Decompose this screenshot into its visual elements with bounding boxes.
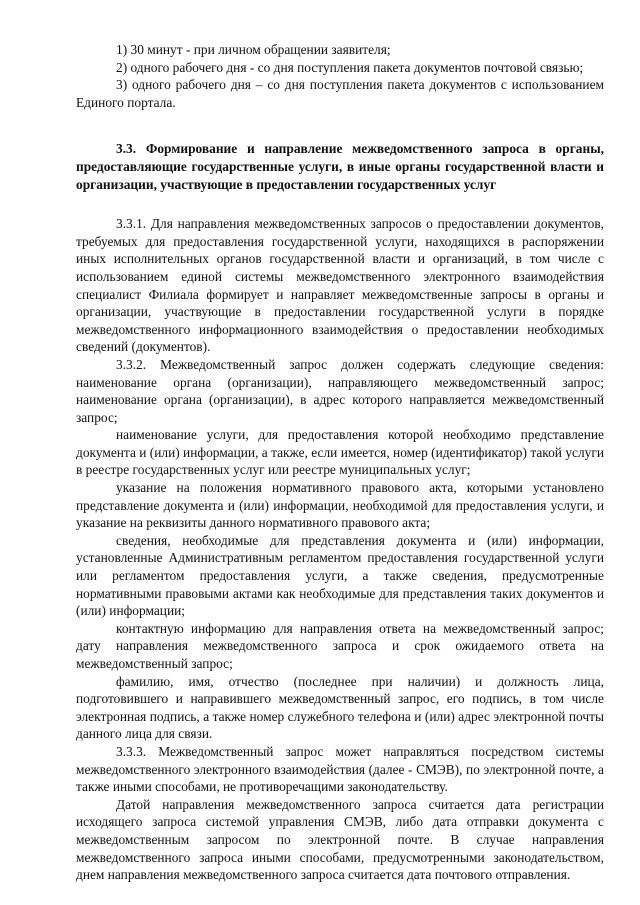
intro-item-2: 2) одного рабочего дня - со дня поступления пакета документов почтовой связью;: [116, 59, 584, 75]
paragraph-required-info: сведения, необходимые для представления документа и (или) информации, установленные Административным регламентом предоставления государственной услуги или регламентом предоставления услуги, а также сведения, предусмотренные нормативными правовыми актами как необходимые для представления таких документов и (или) информации;: [76, 532, 604, 619]
paragraph-3-3-2: 3.3.2. Межведомственный запрос должен содержать следующие сведения: наименование органа (организации), направляющего межведомственный запрос; наименование органа (организации), в адрес которого направляется межведомственный запрос;: [76, 356, 604, 425]
intro-item-3: 3) одного рабочего дня – со дня поступления пакета документов с использованием Единого портала.: [76, 77, 604, 110]
intro-item-1: 1) 30 минут - при личном обращении заявителя;: [116, 42, 391, 57]
paragraph-service-name: наименование услуги, для предоставления которой необходимо представление документа и (или) информации, а также, если имеется, номер (идентификатор) такой услуги в реестре государственных услуг или реестре муниципальных услуг;: [76, 427, 604, 478]
paragraph-contact-info: контактную информацию для направления ответа на межведомственный запрос; дату направления межведомственного запроса и срок ожидаемого ответа на межведомственный запрос;: [76, 620, 604, 671]
paragraph-responsible-person: фамилию, имя, отчество (последнее при наличии) и должность лица, подготовившего и направившего межведомственный запрос, его подпись, в том числе электронная подпись, а также номер служебного телефона и (или) адрес электронной почты данного лица для связи.: [76, 673, 604, 742]
paragraph-legal-act: указание на положения нормативного правового акта, которыми установлено представление документа и (или) информации, необходимой для предоставления услуги, и указание на реквизиты данного нормативного правового акта;: [76, 480, 604, 531]
section-heading: 3.3. Формирование и направление межведомственного запроса в органы, предоставляющие государственные услуги, в иные органы государственной власти и организации, участвующие в предоставлении государственных услуг: [76, 141, 604, 192]
paragraph-3-3-1: 3.3.1. Для направления межведомственных запросов о предоставлении документов, требуемых для предоставления государственной услуги, находящихся в распоряжении иных исполнительных органов государственной власти и организаций, в том числе с использованием единой системы межведомственного электронного взаимодействия специалист Филиала формирует и направляет межведомственные запросы в органы и организации, участвующие в предоставлении государственной услуги в порядке межведомственного информационного взаимодействия о предоставлении необходимых сведений (документов).: [76, 216, 604, 355]
paragraph-3-3-3: 3.3.3. Межведомственный запрос может направляться посредством системы межведомственного электронного взаимодействия (далее - СМЭВ), по электронной почте, а также иными способами, не противоречащими законодательству.: [76, 743, 604, 795]
paragraph-request-date: Датой направления межведомственного запроса считается дата регистрации исходящего запроса системой управления СМЭВ, либо дата отправки документа с межведомственным запросом по электронной почте. В случае направления межведомственного запроса иными способами, предусмотренными законодательством, днем направления межведомственного запроса считается дата почтового отправления.: [76, 796, 604, 883]
